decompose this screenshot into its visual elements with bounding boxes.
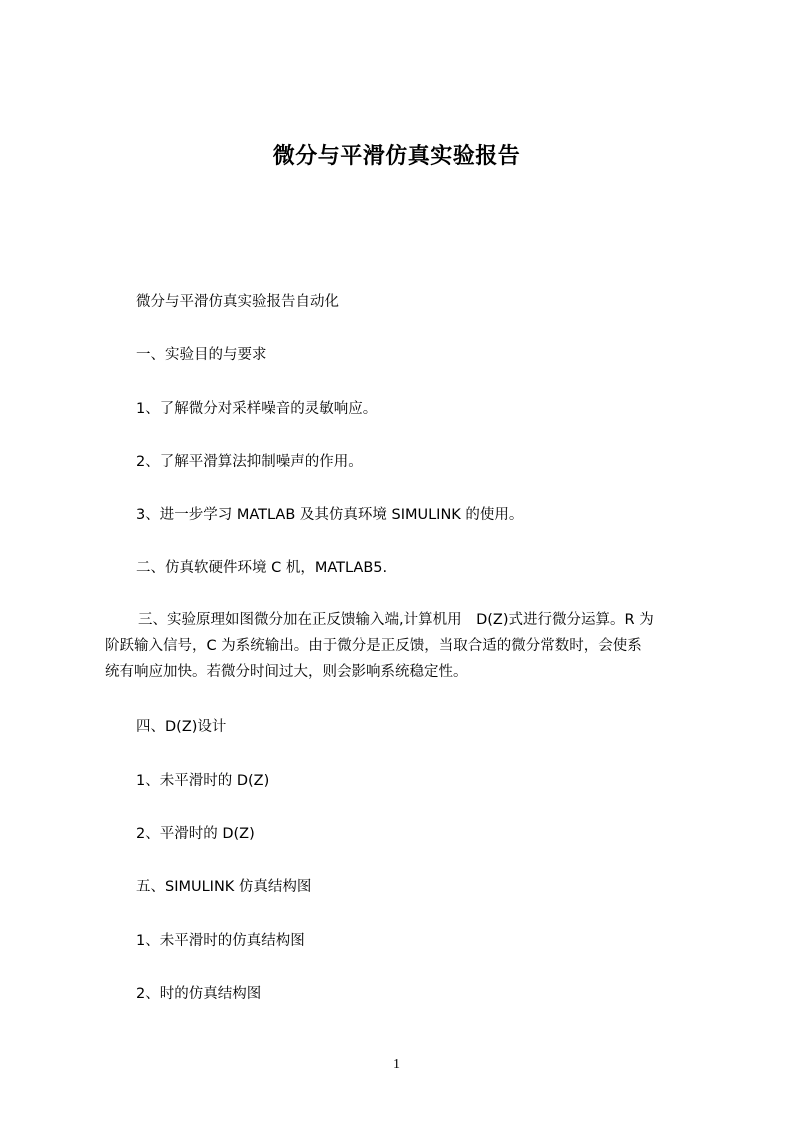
section-heading-dz-design: 四、D(Z)设计	[136, 719, 227, 735]
section-heading-objectives: 一、实验目的与要求	[136, 347, 267, 363]
document-title: 微分与平滑仿真实验报告	[272, 144, 521, 169]
list-item-objective-2: 2、了解平滑算法抑制噪声的作用。	[136, 454, 363, 470]
section-heading-simulink: 五、SIMULINK 仿真结构图	[136, 879, 312, 895]
list-item-structure-2: 2、时的仿真结构图	[136, 986, 262, 1002]
principle-line-1: 三、实验原理如图微分加在正反馈输入端,计算机用 D(Z)式进行微分运算。R 为	[138, 612, 654, 628]
list-item-objective-1: 1、了解微分对采样噪音的灵敏响应。	[136, 401, 378, 417]
page-number: 1	[393, 1057, 400, 1072]
list-item-objective-3: 3、进一步学习 MATLAB 及其仿真环境 SIMULINK 的使用。	[136, 507, 524, 523]
list-item-dz-smoothed: 2、平滑时的 D(Z)	[136, 826, 255, 842]
paragraph-subtitle: 微分与平滑仿真实验报告自动化	[136, 294, 339, 310]
list-item-structure-unsmoothed: 1、未平滑时的仿真结构图	[136, 933, 305, 949]
section-heading-environment: 二、仿真软硬件环境 C 机，MATLAB5.	[136, 560, 388, 576]
principle-line-3: 统有响应加快。若微分时间过大，则会影响系统稳定性。	[105, 664, 468, 680]
list-item-dz-unsmoothed: 1、未平滑时的 D(Z)	[136, 773, 270, 789]
principle-line-2: 阶跃输入信号，C 为系统输出。由于微分是正反馈，当取合适的微分常数时，会使系	[105, 638, 642, 654]
section-principle	[105, 607, 700, 685]
